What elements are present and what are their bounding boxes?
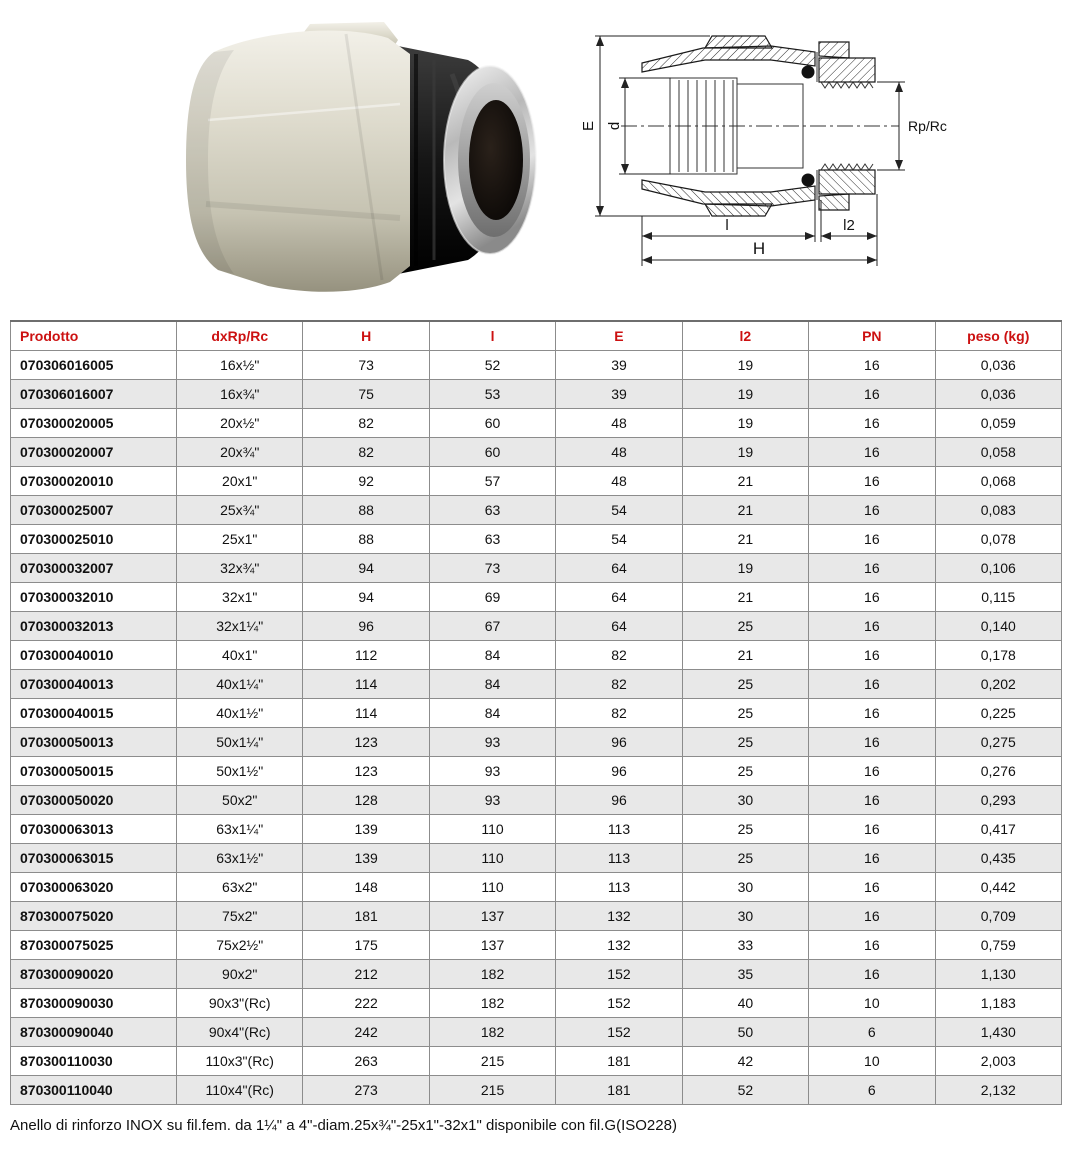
- spec-value: 0,709: [935, 902, 1061, 931]
- spec-value: 54: [556, 525, 682, 554]
- product-code: 070300032007: [11, 554, 177, 583]
- spec-value: 16: [809, 815, 935, 844]
- spec-value: 175: [303, 931, 429, 960]
- spec-value: 112: [303, 641, 429, 670]
- spec-value: 32x¾": [177, 554, 303, 583]
- column-header-5: l2: [682, 321, 808, 351]
- spec-value: 57: [429, 467, 555, 496]
- spec-value: 110x3"(Rc): [177, 1047, 303, 1076]
- spec-value: 19: [682, 554, 808, 583]
- spec-value: 73: [303, 351, 429, 380]
- spec-value: 73: [429, 554, 555, 583]
- spec-value: 152: [556, 989, 682, 1018]
- product-code: 070300032013: [11, 612, 177, 641]
- spec-value: 139: [303, 844, 429, 873]
- spec-value: 50x1¼": [177, 728, 303, 757]
- spec-value: 25: [682, 844, 808, 873]
- table-row: [11, 467, 1062, 496]
- spec-value: 96: [556, 757, 682, 786]
- spec-value: 93: [429, 757, 555, 786]
- spec-value: 96: [556, 728, 682, 757]
- spec-value: 42: [682, 1047, 808, 1076]
- fitting-bore-hole: [469, 100, 523, 220]
- product-code: 070300025007: [11, 496, 177, 525]
- spec-value: 82: [303, 409, 429, 438]
- table-row: [11, 409, 1062, 438]
- spec-table-header-row: [11, 321, 1062, 351]
- spec-value: 132: [556, 931, 682, 960]
- table-row: [11, 641, 1062, 670]
- spec-value: 90x2": [177, 960, 303, 989]
- spec-value: 0,759: [935, 931, 1061, 960]
- table-row: [11, 960, 1062, 989]
- table-row: [11, 728, 1062, 757]
- spec-value: 181: [556, 1076, 682, 1105]
- product-code: 870300075025: [11, 931, 177, 960]
- dim-label-H: H: [752, 239, 766, 258]
- dim-label-rp-rc: Rp/Rc: [908, 118, 947, 134]
- spec-value: 16: [809, 786, 935, 815]
- table-row: [11, 612, 1062, 641]
- spec-value: 113: [556, 844, 682, 873]
- table-row: [11, 554, 1062, 583]
- spec-value: 0,078: [935, 525, 1061, 554]
- spec-value: 20x¾": [177, 438, 303, 467]
- spec-value: 75x2": [177, 902, 303, 931]
- spec-value: 63: [429, 525, 555, 554]
- spec-value: 48: [556, 409, 682, 438]
- spec-value: 16: [809, 496, 935, 525]
- dim-label-l2: l2: [843, 217, 855, 234]
- spec-value: 25: [682, 612, 808, 641]
- spec-value: 0,202: [935, 670, 1061, 699]
- spec-value: 0,417: [935, 815, 1061, 844]
- spec-value: 110: [429, 844, 555, 873]
- spec-value: 48: [556, 467, 682, 496]
- spec-value: 139: [303, 815, 429, 844]
- spec-value: 242: [303, 1018, 429, 1047]
- spec-value: 54: [556, 496, 682, 525]
- spec-value: 25x1": [177, 525, 303, 554]
- spec-value: 40x1": [177, 641, 303, 670]
- spec-value: 25: [682, 699, 808, 728]
- spec-value: 0,036: [935, 380, 1061, 409]
- spec-value: 110: [429, 815, 555, 844]
- spec-value: 25: [682, 670, 808, 699]
- dim-label-E: E: [580, 120, 597, 132]
- spec-value: 16: [809, 931, 935, 960]
- spec-value: 93: [429, 786, 555, 815]
- spec-table: [10, 320, 1062, 1105]
- table-row: [11, 496, 1062, 525]
- spec-value: 16: [809, 409, 935, 438]
- spec-value: 0,083: [935, 496, 1061, 525]
- product-code: 070300020007: [11, 438, 177, 467]
- technical-drawing-image: [575, 8, 1015, 303]
- spec-value: 82: [556, 670, 682, 699]
- spec-value: 181: [556, 1047, 682, 1076]
- spec-value: 16: [809, 525, 935, 554]
- product-photo-image: [148, 8, 558, 303]
- technical-drawing: [575, 8, 1015, 308]
- spec-value: 16: [809, 844, 935, 873]
- table-row: [11, 1076, 1062, 1105]
- column-header-1: dxRp/Rc: [177, 321, 303, 351]
- spec-value: 64: [556, 612, 682, 641]
- product-code: 870300110040: [11, 1076, 177, 1105]
- spec-value: 16: [809, 641, 935, 670]
- spec-value: 123: [303, 728, 429, 757]
- spec-value: 123: [303, 757, 429, 786]
- product-code: 870300110030: [11, 1047, 177, 1076]
- spec-value: 39: [556, 380, 682, 409]
- spec-value: 88: [303, 525, 429, 554]
- table-row: [11, 902, 1062, 931]
- spec-value: 63x1¼": [177, 815, 303, 844]
- spec-value: 64: [556, 554, 682, 583]
- spec-value: 148: [303, 873, 429, 902]
- spec-value: 0,058: [935, 438, 1061, 467]
- spec-value: 16: [809, 757, 935, 786]
- footnote: Anello di rinforzo INOX su fil.fem. da 1¼" a 4"-diam.25x¾"-25x1"-32x1" disponibile con fil.G(ISO228): [10, 1117, 677, 1134]
- spec-value: 16: [809, 728, 935, 757]
- spec-value: 215: [429, 1076, 555, 1105]
- product-code: 070300040015: [11, 699, 177, 728]
- product-code: 070300025010: [11, 525, 177, 554]
- table-row: [11, 757, 1062, 786]
- table-row: [11, 786, 1062, 815]
- table-row: [11, 670, 1062, 699]
- spec-value: 82: [556, 699, 682, 728]
- spec-value: 90x3"(Rc): [177, 989, 303, 1018]
- spec-value: 16: [809, 380, 935, 409]
- spec-value: 25: [682, 757, 808, 786]
- spec-value: 52: [682, 1076, 808, 1105]
- spec-value: 19: [682, 438, 808, 467]
- spec-value: 2,003: [935, 1047, 1061, 1076]
- spec-value: 182: [429, 989, 555, 1018]
- spec-value: 82: [556, 641, 682, 670]
- product-photo: [148, 8, 558, 308]
- spec-value: 63x2": [177, 873, 303, 902]
- product-code: 870300090020: [11, 960, 177, 989]
- spec-value: 25x¾": [177, 496, 303, 525]
- spec-value: 16: [809, 902, 935, 931]
- spec-value: 33: [682, 931, 808, 960]
- spec-value: 0,106: [935, 554, 1061, 583]
- spec-value: 0,293: [935, 786, 1061, 815]
- product-code: 870300090040: [11, 1018, 177, 1047]
- spec-value: 0,435: [935, 844, 1061, 873]
- spec-value: 50: [682, 1018, 808, 1047]
- spec-value: 40x1¼": [177, 670, 303, 699]
- spec-value: 0,442: [935, 873, 1061, 902]
- dim-label-d: d: [606, 121, 623, 131]
- spec-value: 182: [429, 960, 555, 989]
- spec-value: 53: [429, 380, 555, 409]
- spec-value: 82: [303, 438, 429, 467]
- spec-value: 16: [809, 467, 935, 496]
- spec-value: 0,276: [935, 757, 1061, 786]
- product-code: 070300063015: [11, 844, 177, 873]
- product-code: 070300050013: [11, 728, 177, 757]
- spec-value: 16x¾": [177, 380, 303, 409]
- spec-value: 25: [682, 815, 808, 844]
- product-code: 070300032010: [11, 583, 177, 612]
- spec-value: 16: [809, 554, 935, 583]
- top-section: [0, 0, 1072, 312]
- spec-value: 84: [429, 670, 555, 699]
- spec-value: 20x½": [177, 409, 303, 438]
- column-header-2: H: [303, 321, 429, 351]
- spec-value: 35: [682, 960, 808, 989]
- spec-value: 21: [682, 467, 808, 496]
- spec-value: 16: [809, 438, 935, 467]
- product-code: 070300050020: [11, 786, 177, 815]
- spec-value: 273: [303, 1076, 429, 1105]
- spec-value: 16: [809, 670, 935, 699]
- spec-value: 215: [429, 1047, 555, 1076]
- spec-value: 16: [809, 873, 935, 902]
- product-code: 070300063013: [11, 815, 177, 844]
- spec-value: 19: [682, 380, 808, 409]
- spec-value: 128: [303, 786, 429, 815]
- spec-value: 21: [682, 583, 808, 612]
- spec-value: 16: [809, 960, 935, 989]
- spec-value: 2,132: [935, 1076, 1061, 1105]
- spec-value: 182: [429, 1018, 555, 1047]
- spec-value: 16: [809, 699, 935, 728]
- spec-value: 96: [556, 786, 682, 815]
- spec-value: 152: [556, 1018, 682, 1047]
- spec-value: 1,430: [935, 1018, 1061, 1047]
- spec-value: 19: [682, 351, 808, 380]
- spec-value: 30: [682, 873, 808, 902]
- spec-value: 6: [809, 1018, 935, 1047]
- spec-value: 16: [809, 612, 935, 641]
- spec-value: 94: [303, 583, 429, 612]
- spec-value: 263: [303, 1047, 429, 1076]
- table-row: [11, 583, 1062, 612]
- spec-value: 88: [303, 496, 429, 525]
- spec-value: 20x1": [177, 467, 303, 496]
- spec-value: 84: [429, 641, 555, 670]
- spec-value: 84: [429, 699, 555, 728]
- spec-value: 16x½": [177, 351, 303, 380]
- spec-value: 25: [682, 728, 808, 757]
- spec-value: 39: [556, 351, 682, 380]
- product-code: 070300040010: [11, 641, 177, 670]
- spec-value: 110: [429, 873, 555, 902]
- table-row: [11, 699, 1062, 728]
- spec-value: 6: [809, 1076, 935, 1105]
- table-row: [11, 873, 1062, 902]
- product-code: 070300063020: [11, 873, 177, 902]
- table-row: [11, 380, 1062, 409]
- column-header-prodotto: Prodotto: [11, 321, 177, 351]
- spec-value: 16: [809, 583, 935, 612]
- spec-value: 137: [429, 931, 555, 960]
- spec-value: 75x2½": [177, 931, 303, 960]
- table-row: [11, 815, 1062, 844]
- spec-value: 19: [682, 409, 808, 438]
- spec-value: 1,183: [935, 989, 1061, 1018]
- spec-value: 212: [303, 960, 429, 989]
- spec-value: 181: [303, 902, 429, 931]
- spec-value: 94: [303, 554, 429, 583]
- spec-value: 50x2": [177, 786, 303, 815]
- o-ring-seal: [802, 66, 815, 79]
- spec-value: 0,140: [935, 612, 1061, 641]
- spec-value: 0,068: [935, 467, 1061, 496]
- table-row: [11, 1047, 1062, 1076]
- table-row: [11, 989, 1062, 1018]
- spec-value: 16: [809, 351, 935, 380]
- spec-value: 30: [682, 902, 808, 931]
- spec-value: 137: [429, 902, 555, 931]
- spec-value: 114: [303, 699, 429, 728]
- table-row: [11, 931, 1062, 960]
- spec-value: 113: [556, 815, 682, 844]
- spec-value: 110x4"(Rc): [177, 1076, 303, 1105]
- spec-value: 75: [303, 380, 429, 409]
- table-row: [11, 438, 1062, 467]
- column-header-7: peso (kg): [935, 321, 1061, 351]
- spec-value: 32x1¼": [177, 612, 303, 641]
- spec-value: 32x1": [177, 583, 303, 612]
- spec-value: 63: [429, 496, 555, 525]
- spec-value: 222: [303, 989, 429, 1018]
- spec-value: 60: [429, 409, 555, 438]
- spec-value: 21: [682, 641, 808, 670]
- spec-value: 0,115: [935, 583, 1061, 612]
- spec-value: 21: [682, 496, 808, 525]
- spec-value: 21: [682, 525, 808, 554]
- spec-value: 10: [809, 989, 935, 1018]
- spec-value: 30: [682, 786, 808, 815]
- spec-value: 0,178: [935, 641, 1061, 670]
- spec-value: 90x4"(Rc): [177, 1018, 303, 1047]
- spec-value: 50x1½": [177, 757, 303, 786]
- product-code: 870300075020: [11, 902, 177, 931]
- spec-value: 52: [429, 351, 555, 380]
- product-code: 070300040013: [11, 670, 177, 699]
- spec-value: 132: [556, 902, 682, 931]
- spec-value: 64: [556, 583, 682, 612]
- product-code: 070306016005: [11, 351, 177, 380]
- table-row: [11, 525, 1062, 554]
- spec-value: 10: [809, 1047, 935, 1076]
- spec-value: 0,275: [935, 728, 1061, 757]
- spec-value: 0,036: [935, 351, 1061, 380]
- column-header-6: PN: [809, 321, 935, 351]
- table-row: [11, 844, 1062, 873]
- product-code: 070300020005: [11, 409, 177, 438]
- column-header-4: E: [556, 321, 682, 351]
- spec-value: 0,225: [935, 699, 1061, 728]
- dim-label-l: l: [725, 217, 729, 234]
- table-row: [11, 351, 1062, 380]
- column-header-3: l: [429, 321, 555, 351]
- product-code: 070300020010: [11, 467, 177, 496]
- product-code: 870300090030: [11, 989, 177, 1018]
- spec-value: 93: [429, 728, 555, 757]
- spec-value: 96: [303, 612, 429, 641]
- spec-value: 63x1½": [177, 844, 303, 873]
- spec-value: 69: [429, 583, 555, 612]
- spec-value: 1,130: [935, 960, 1061, 989]
- spec-value: 0,059: [935, 409, 1061, 438]
- spec-value: 152: [556, 960, 682, 989]
- spec-value: 40: [682, 989, 808, 1018]
- product-code: 070300050015: [11, 757, 177, 786]
- spec-value: 40x1½": [177, 699, 303, 728]
- spec-value: 67: [429, 612, 555, 641]
- spec-value: 60: [429, 438, 555, 467]
- table-row: [11, 1018, 1062, 1047]
- spec-value: 92: [303, 467, 429, 496]
- product-code: 070306016007: [11, 380, 177, 409]
- spec-value: 114: [303, 670, 429, 699]
- spec-value: 48: [556, 438, 682, 467]
- spec-value: 113: [556, 873, 682, 902]
